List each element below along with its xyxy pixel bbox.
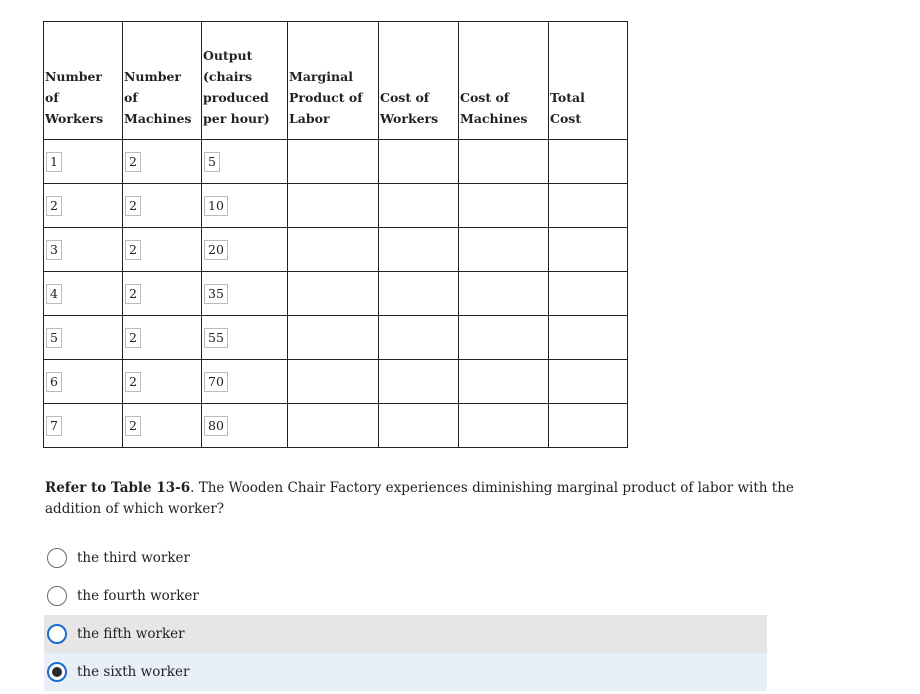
table-cell <box>44 140 123 184</box>
table-cell <box>202 228 288 272</box>
cell-value: 7 <box>46 416 62 436</box>
table-cell[interactable] <box>459 316 549 360</box>
radio-button[interactable] <box>47 624 67 644</box>
table-cell[interactable] <box>288 228 379 272</box>
table-header-row <box>44 22 628 140</box>
table-cell[interactable] <box>459 404 549 448</box>
table-cell[interactable] <box>379 360 459 404</box>
radio-button[interactable] <box>47 662 67 682</box>
table-cell <box>44 360 123 404</box>
cell-value: 2 <box>125 196 141 216</box>
header-number-of-workers: Number of Workers <box>44 22 123 140</box>
cell-value: 3 <box>46 240 62 260</box>
table-cell[interactable] <box>288 272 379 316</box>
table-cell <box>44 404 123 448</box>
cell-value: 2 <box>125 284 141 304</box>
table-row <box>44 228 628 272</box>
table-cell <box>44 316 123 360</box>
option-label: the sixth worker <box>77 664 190 680</box>
table-cell[interactable] <box>459 184 549 228</box>
table-cell <box>44 272 123 316</box>
radio-button[interactable] <box>47 548 67 568</box>
table-cell <box>123 316 202 360</box>
option-fourth-worker[interactable] <box>44 577 767 615</box>
cell-value: 2 <box>46 196 62 216</box>
cell-value: 2 <box>125 152 141 172</box>
table-cell[interactable] <box>288 140 379 184</box>
table-cell[interactable] <box>549 140 628 184</box>
answer-options <box>44 539 767 691</box>
table-cell[interactable] <box>459 272 549 316</box>
cell-value: 70 <box>204 372 228 392</box>
table-cell <box>123 140 202 184</box>
table-cell <box>44 184 123 228</box>
cell-value: 80 <box>204 416 228 436</box>
table-cell[interactable] <box>379 404 459 448</box>
table-cell <box>202 316 288 360</box>
table-cell[interactable] <box>459 140 549 184</box>
table-cell[interactable] <box>549 316 628 360</box>
table-cell[interactable] <box>288 360 379 404</box>
table-cell[interactable] <box>549 404 628 448</box>
table-cell <box>123 404 202 448</box>
table-cell <box>123 272 202 316</box>
cell-value: 5 <box>204 152 220 172</box>
radio-button[interactable] <box>47 586 67 606</box>
table-cell <box>202 272 288 316</box>
header-cost-of-workers: Cost of Workers <box>379 22 459 140</box>
table-row <box>44 360 628 404</box>
table-cell <box>123 184 202 228</box>
table-cell[interactable] <box>379 272 459 316</box>
option-fifth-worker[interactable] <box>44 615 767 653</box>
table-cell[interactable] <box>288 316 379 360</box>
cell-value: 6 <box>46 372 62 392</box>
table-cell[interactable] <box>379 228 459 272</box>
table-cell[interactable] <box>549 272 628 316</box>
cell-value: 2 <box>125 416 141 436</box>
option-sixth-worker[interactable] <box>44 653 767 691</box>
table-cell[interactable] <box>459 360 549 404</box>
table-cell[interactable] <box>379 140 459 184</box>
table-cell <box>44 228 123 272</box>
option-label: the third worker <box>77 550 190 566</box>
option-label: the fourth worker <box>77 588 199 604</box>
cell-value: 35 <box>204 284 228 304</box>
table-row <box>44 184 628 228</box>
cell-value: 10 <box>204 196 228 216</box>
header-total-cost: Total Cost <box>549 22 628 140</box>
cell-value: 2 <box>125 328 141 348</box>
cell-value: 20 <box>204 240 228 260</box>
table-cell[interactable] <box>379 184 459 228</box>
table-cell[interactable] <box>379 316 459 360</box>
table-row <box>44 272 628 316</box>
table-cell <box>202 360 288 404</box>
table-cell[interactable] <box>288 404 379 448</box>
table-row <box>44 140 628 184</box>
cell-value: 1 <box>46 152 62 172</box>
option-label: the fifth worker <box>77 626 185 642</box>
table-cell[interactable] <box>459 228 549 272</box>
table-cell[interactable] <box>549 228 628 272</box>
cell-value: 4 <box>46 284 62 304</box>
cell-value: 2 <box>125 372 141 392</box>
table-row <box>44 316 628 360</box>
table-cell[interactable] <box>288 184 379 228</box>
table-cell <box>202 140 288 184</box>
question-body: . The Wooden Chair Factory experiences diminishing marginal product of labor with the addition of which worker? <box>45 480 794 517</box>
table-cell[interactable] <box>549 184 628 228</box>
cell-value: 5 <box>46 328 62 348</box>
header-marginal-product: Marginal Product of Labor <box>288 22 379 140</box>
production-cost-table <box>43 21 628 448</box>
header-cost-of-machines: Cost of Machines <box>459 22 549 140</box>
table-cell <box>123 360 202 404</box>
table-cell <box>202 184 288 228</box>
table-cell <box>123 228 202 272</box>
cell-value: 55 <box>204 328 228 348</box>
header-output: Output (chairs produced per hour) <box>202 22 288 140</box>
header-number-of-machines: Number of Machines <box>123 22 202 140</box>
question-text <box>45 478 805 520</box>
question-reference: Refer to Table 13-6 <box>45 480 191 496</box>
table-cell[interactable] <box>549 360 628 404</box>
option-third-worker[interactable] <box>44 539 767 577</box>
cell-value: 2 <box>125 240 141 260</box>
table-body <box>44 140 628 448</box>
table-row <box>44 404 628 448</box>
table-cell <box>202 404 288 448</box>
